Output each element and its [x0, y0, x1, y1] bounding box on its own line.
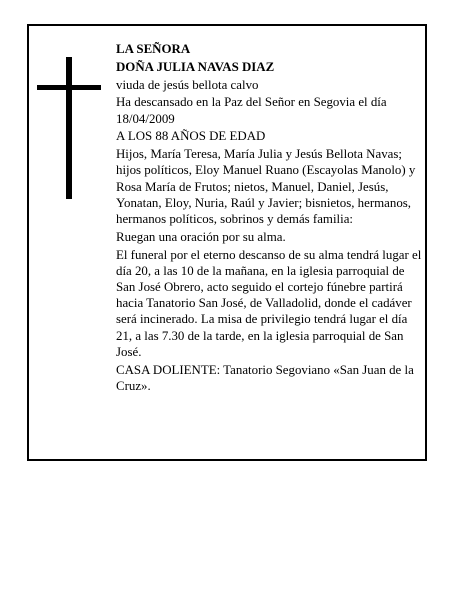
deceased-name: DOÑA JULIA NAVAS DIAZ — [116, 59, 275, 74]
family-list: Hijos, María Teresa, María Julia y Jesús Bellota Navas; hijos políticos, Eloy Manuel Ruano (Escayolas Manolo) y Rosa María de Frutos; nietos, Manuel, Daniel, Jesús, Yonatan, Eloy, Nuria, Raúl y Javier; bisnietos, hermanos, hermanos políticos, sobrinos y demás familia: — [116, 147, 416, 226]
notice-title: LA SEÑORA — [116, 42, 191, 56]
notice-text — [116, 41, 424, 396]
age-statement: A LOS 88 AÑOS DE EDAD — [116, 129, 266, 144]
cross-icon-bar — [37, 85, 101, 90]
obituary-notice — [27, 24, 427, 461]
mourning-house: CASA DOLIENTE: Tanatorio Segoviano «San Juan de la Cruz». — [116, 362, 414, 393]
prayer-request: Ruegan una oración por su alma. — [116, 229, 286, 244]
cross-icon — [66, 57, 72, 199]
funeral-details: El funeral por el eterno descanso de su alma tendrá lugar el día 20, a las 10 de la mañana, en la iglesia parroquial de San José Obrero, acto seguido el cortejo fúnebre partirá hacia Tanatorio San José, de Valladolid, donde el cadáver será incinerado. La misa de privilegio tendrá lugar el día 21, a las 7.30 de la tarde, en la iglesia parroquial de San José. — [116, 247, 422, 359]
widow-of: viuda de jesús bellota calvo — [116, 77, 259, 92]
rested-in-peace: Ha descansado en la Paz del Señor en Segovia el día 18/04/2009 — [116, 95, 387, 126]
